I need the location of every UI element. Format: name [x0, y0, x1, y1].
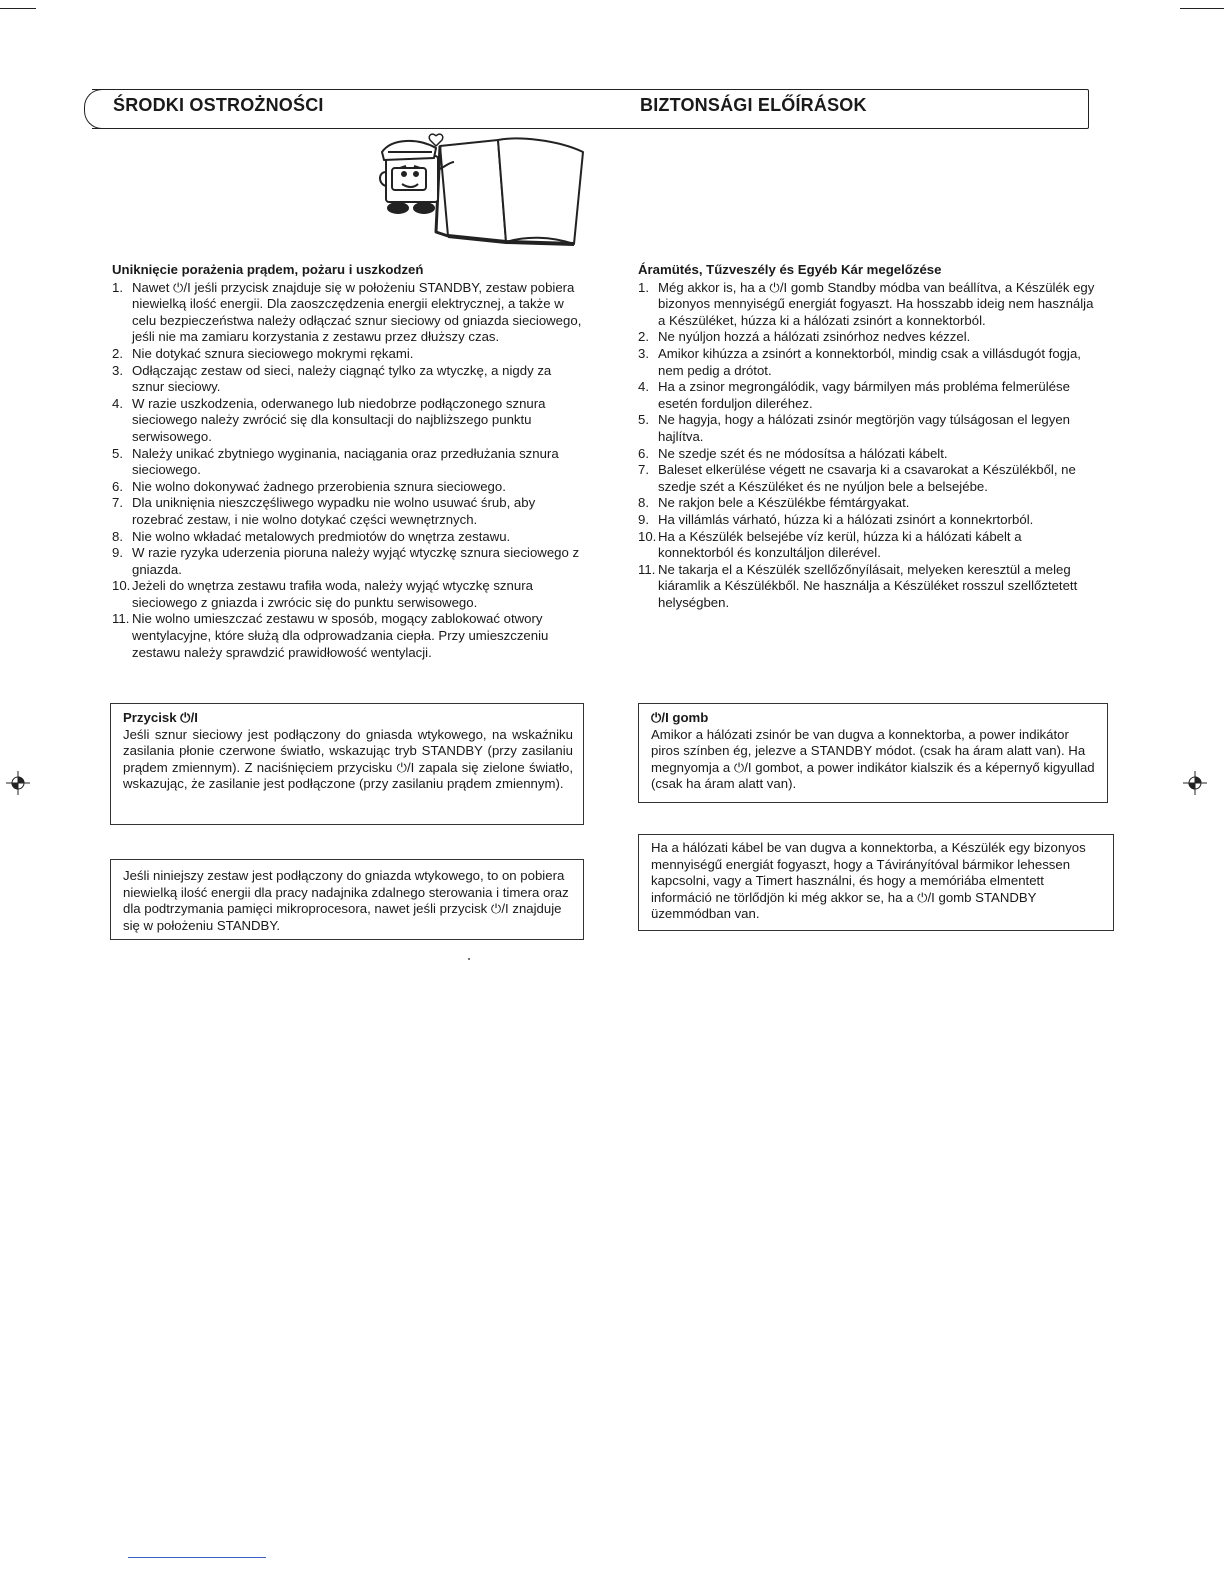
hungarian-safety-list — [638, 280, 1098, 612]
list-item: 10. Jeżeli do wnętrza zestawu trafiła woda, należy wyjąć wtyczkę sznura sieciowego z gniazda i zwrócic się do punktu serwisowego. — [112, 578, 533, 610]
polish-power-button-note — [110, 703, 584, 825]
list-item: 3. Odłączając zestaw od sieci, należy ciągnąć tylko za wtyczkę, a nigdy za sznur sieciowy. — [112, 362, 552, 395]
list-item: 3. Amikor kihúzza a zsinórt a konnektorból, mindig csak a villásdugót fogja, nem pedig a drótot. — [638, 345, 1081, 378]
hungarian-power-button-text: Amikor a hálózati zsinór be van dugva a konnektorba, a power indikátor piros színben ég, jelezve a STANDBY módot. (csak ha áram alatt van). Ha megnyomja a ⏻/I gombot, a power indikátor kialszik és a képernyő kigyullad (csak ha áram alatt van). — [651, 726, 1095, 792]
hungarian-section-heading: Áramütés, Tűzveszély és Egyéb Kár megelőzése — [638, 262, 942, 277]
list-item: 9. Ha villámlás várható, húzza ki a hálózati zsinórt a konnekrtorból. — [638, 511, 1034, 527]
polish-safety-list — [112, 280, 582, 662]
list-item: 6. Ne szedje szét és ne módosítsa a hálózati kábelt. — [638, 445, 948, 461]
footer-rule — [128, 1557, 266, 1558]
list-item: 7. Dla uniknięnia nieszczęśliwego wypadku nie wolno usuwać śrub, aby rozebrać zestaw, i nie wolno dotykać części wewnętrznych. — [112, 495, 536, 527]
list-item: 8. Nie wolno wkładać metalowych predmiotów do wnętrza zestawu. — [112, 528, 511, 544]
list-item: 2. Nie dotykać sznura sieciowego mokrymi rękami. — [112, 345, 414, 361]
list-item: 1. Nawet ⏻/I jeśli przycisk znajduje się w położeniu STANDBY, zestaw pobiera niewielką ilość energii. Dla zaoszczędzenia energii elektrycznej, a także w celu bezpieczeństwa należy odłączać sznur sieciowy od gniazda sieciowego, jeśli nie ma zamiaru korzystania z zestawu przez dłuższy czas. — [112, 279, 582, 345]
list-item: 9. W razie ryzyka uderzenia pioruna należy wyjąć wtyczkę sznura sieciowego z gniazda. — [112, 545, 580, 577]
hungarian-power-button-heading: ⏻/I gomb — [651, 710, 709, 725]
polish-power-button-heading: Przycisk ⏻/I — [123, 710, 198, 725]
hungarian-power-button-note — [638, 703, 1108, 803]
list-item: 1. Még akkor is, ha a ⏻/I gomb Standby módba van beállítva, a Készülék egy bizonyos mennyiségű energiát fogyaszt. Ha hosszabb ideig nem használja a Készüléket, húzza ki a hálózati zsinórt a konnektorból. — [638, 279, 1095, 328]
polish-section-heading: Uniknięcie porażenia prądem, pożaru i uszkodzeń — [112, 262, 424, 277]
list-item: 4. Ha a zsinor megrongálódik, vagy bármilyen más probléma felmerülése esetén forduljon dileréhez. — [638, 379, 1070, 411]
list-item: 2. Ne nyúljon hozzá a hálózati zsinórhoz nedves kézzel. — [638, 329, 971, 345]
list-item: 11. Ne takarja el a Készülék szellőzőnyílásait, melyeken keresztül a meleg kiáramlik a Készülékből. Ne használja a Készüléket rosszul szellőztetett helységben. — [638, 561, 1078, 610]
list-item: 10. Ha a Készülék belsejébe víz kerül, húzza ki a hálózati kábelt a konnektorból és konzultáljon dilerével. — [638, 528, 1022, 561]
hungarian-standby-note — [638, 834, 1114, 931]
polish-standby-text: Jeśli niniejszy zestaw jest podłączony do gniazda wtykowego, to on pobiera niewielką ilość energii dla pracy nadajnika zdalnego sterowania i timera oraz dla podtrzymania pamięci mikroprocesora, nawet jeśli przycisk ⏻/I znajduje się w położeniu STANDBY. — [123, 868, 569, 933]
list-item: 8. Ne rakjon bele a Készülékbe fémtárgyakat. — [638, 495, 910, 511]
list-item: 6. Nie wolno dokonywać żadnego przerobienia sznura sieciowego. — [112, 478, 506, 494]
registration-mark-icon — [6, 771, 30, 795]
crop-mark-top-left — [0, 8, 36, 9]
polish-safety-section — [112, 262, 582, 661]
open-book-with-cartoon-character-icon — [378, 132, 588, 246]
polish-power-button-text: Jeśli sznur sieciowy jest podłączony do gniasda wtykowego, na wskaźniku zasilania płonie czerwone światło, wskazując tryb STANDBY (przy zasilaniu prądem zmiennym). Z naciśnięciem przycisku ⏻/I zapala się zielone światło, wskazując, że zasilanie jest podłączone (przy zasilaniu prądem zmiennym). — [123, 726, 573, 792]
registration-mark-icon — [1183, 771, 1207, 795]
scan-speck — [468, 958, 470, 960]
page-title-polish: ŚRODKI OSTROŻNOŚCI — [113, 95, 324, 115]
polish-standby-note — [110, 859, 584, 940]
list-item: 7. Baleset elkerülése végett ne csavarja ki a csavarokat a Készülékből, ne szedje szét a Készüléket és ne nyúljon bele a belsejébe. — [638, 462, 1076, 494]
page-title-hungarian: BIZTONSÁGI ELŐÍRÁSOK — [640, 95, 867, 115]
list-item: 5. Ne hagyja, hogy a hálózati zsinór megtörjön vagy túlságosan el legyen hajlítva. — [638, 412, 1070, 444]
crop-mark-top-right — [1180, 8, 1224, 9]
list-item: 11. Nie wolno umieszczać zestawu w sposób, mogący zablokować otwory wentylacyjne, które służą dla odprowadzania ciepła. Przy umieszczeniu zestawu należy sprawdzić prawidłowość wentylacji. — [112, 611, 549, 660]
hungarian-safety-section — [638, 262, 1098, 611]
list-item: 4. W razie uszkodzenia, oderwanego lub niedobrze podłączonego sznura sieciowego należy zwrócić się dla konsultacji do najbliższego punktu serwisowego. — [112, 395, 546, 444]
hungarian-standby-text: Ha a hálózati kábel be van dugva a konnektorba, a Készülék egy bizonyos mennyiségű energiát fogyaszt, hogy a Távirányítóval bármikor lehessen kapcsolni, vagy a Timert használni, és hogy a memóriába elmentett információ ne törlődjön ki még akkor se, ha a ⏻/I gomb STANDBY üzemmódban van. — [651, 840, 1086, 922]
list-item: 5. Należy unikać zbytniego wyginania, naciągania oraz przedłużania sznura sieciowego. — [112, 445, 559, 478]
